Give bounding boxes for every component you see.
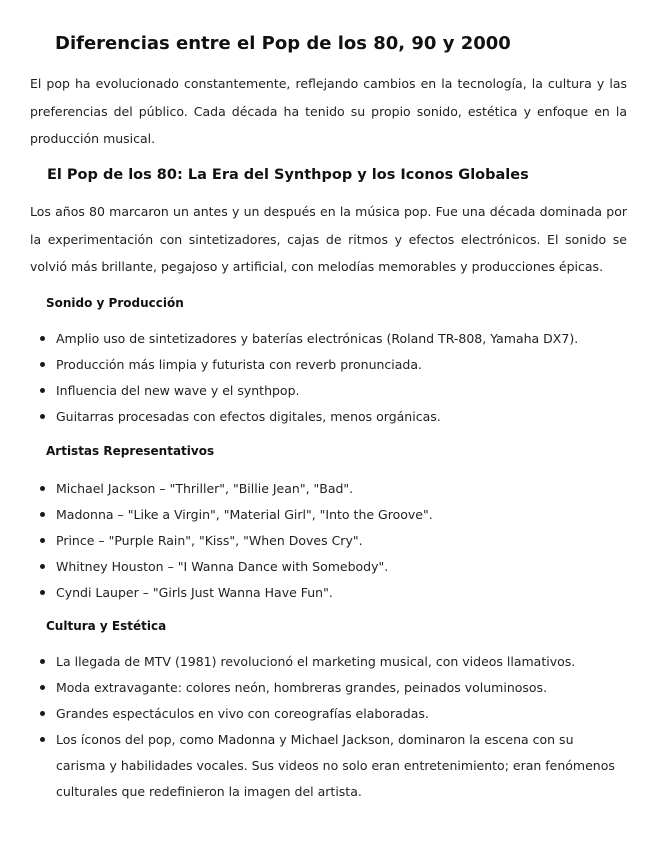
- bullet-icon: [40, 685, 45, 690]
- list-item-text: Moda extravagante: colores neón, hombreras grandes, peinados voluminosos.: [56, 680, 548, 695]
- bullet-icon: [40, 414, 45, 419]
- sonido-heading: Sonido y Producción: [46, 296, 184, 310]
- list-item: [0, 528, 616, 554]
- list-item-text: La llegada de MTV (1981) revolucionó el marketing musical, con videos llamativos.: [56, 654, 576, 669]
- bullet-icon: [40, 659, 45, 664]
- list-item: [0, 476, 616, 502]
- list-item: [0, 326, 616, 352]
- intro-paragraph: El pop ha evolucionado constantemente, reflejando cambios en la tecnología, la cultura y las preferencias del público. Cada década ha tenido su propio sonido, estética y enfoque en la producción musical.: [30, 76, 627, 146]
- bullet-icon: [40, 590, 45, 595]
- bullet-icon: [40, 564, 45, 569]
- list-item-text: Guitarras procesadas con efectos digitales, menos orgánicas.: [56, 409, 441, 424]
- bullet-icon: [40, 538, 45, 543]
- list-item: [0, 404, 616, 430]
- list-item-text: Prince – "Purple Rain", "Kiss", "When Doves Cry".: [56, 533, 363, 548]
- sonido-list: [0, 326, 656, 430]
- list-item-text: Cyndi Lauper – "Girls Just Wanna Have Fun".: [56, 585, 333, 600]
- list-item: [0, 502, 616, 528]
- section-80s-paragraph: Los años 80 marcaron un antes y un después en la música pop. Fue una década dominada por la experimentación con sintetizadores, cajas de ritmos y efectos electrónicos. El sonido se volvió más brillante, pegajoso y artificial, con melodías memorables y producciones épicas.: [30, 204, 627, 274]
- list-item-text: Producción más limpia y futurista con reverb pronunciada.: [56, 357, 423, 372]
- bullet-icon: [40, 388, 45, 393]
- list-item-text: Madonna – "Like a Virgin", "Material Girl", "Into the Groove".: [56, 507, 433, 522]
- cultura-list: [0, 649, 656, 805]
- section-80s-heading: El Pop de los 80: La Era del Synthpop y los Iconos Globales: [47, 167, 529, 183]
- list-item: [0, 649, 616, 675]
- list-item-text: Los íconos del pop, como Madonna y Michael Jackson, dominaron la escena con su carisma y habilidades vocales. Sus videos no solo eran entretenimiento; eran fenómenos culturales que redefinieron la imagen del artista.: [56, 732, 615, 799]
- list-item-text: Influencia del new wave y el synthpop.: [56, 383, 300, 398]
- bullet-icon: [40, 486, 45, 491]
- cultura-heading: Cultura y Estética: [46, 619, 167, 633]
- list-item-text: Amplio uso de sintetizadores y baterías electrónicas (Roland TR-808, Yamaha DX7).: [56, 331, 579, 346]
- list-item: [0, 675, 616, 701]
- list-item: [0, 580, 616, 606]
- list-item: [0, 352, 616, 378]
- bullet-icon: [40, 362, 45, 367]
- bullet-icon: [40, 512, 45, 517]
- list-item: [0, 701, 616, 727]
- bullet-icon: [40, 711, 45, 716]
- bullet-icon: [40, 336, 45, 341]
- list-item-text: Michael Jackson – "Thriller", "Billie Jean", "Bad".: [56, 481, 354, 496]
- page-title: Diferencias entre el Pop de los 80, 90 y 2000: [55, 33, 511, 54]
- list-item: [0, 378, 616, 404]
- list-item: [0, 554, 616, 580]
- bullet-icon: [40, 737, 45, 742]
- artistas-heading: Artistas Representativos: [46, 444, 215, 458]
- list-item-text: Grandes espectáculos en vivo con coreografías elaboradas.: [56, 706, 429, 721]
- list-item: [0, 727, 616, 805]
- list-item-text: Whitney Houston – "I Wanna Dance with Somebody".: [56, 559, 389, 574]
- artistas-list: [0, 476, 656, 606]
